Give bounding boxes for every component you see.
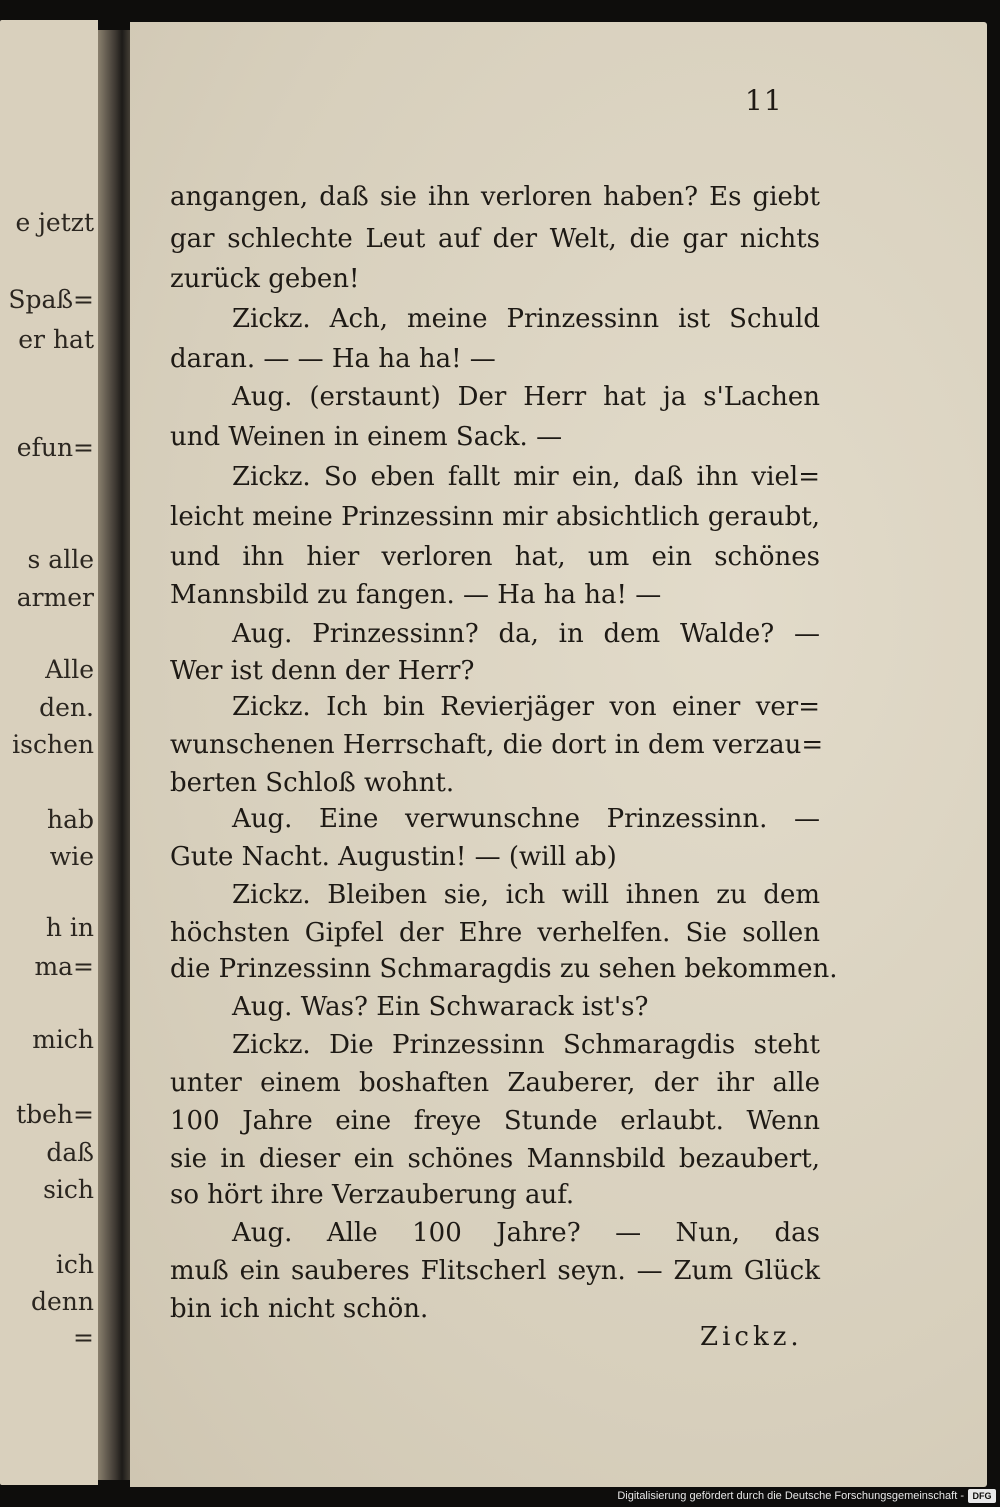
previous-page-line: denn <box>30 1287 94 1316</box>
text-line: und Weinen in einem Sack. — <box>170 422 563 452</box>
previous-page-line: s alle <box>27 545 94 574</box>
text-line: die Prinzessinn Schmaragdis zu sehen bekommen. <box>170 954 838 984</box>
book-page <box>130 22 987 1487</box>
text-line: angangen, daß sie ihn verloren haben? Es giebt <box>170 182 820 212</box>
previous-page-line: den. <box>39 693 94 722</box>
text-line: Zickz. Ich bin Revierjäger von einer ver= <box>232 692 820 722</box>
funding-notice: Digitalisierung gefördert durch die Deutsche Forschungsgemeinschaft - <box>617 1490 964 1502</box>
previous-page-line: ma= <box>34 952 94 981</box>
text-line: wunschenen Herrschaft, die dort in dem verzau= <box>170 730 824 760</box>
text-line: so hört ihre Verzauberung auf. <box>170 1180 575 1210</box>
previous-page-fragment <box>0 20 98 1485</box>
text-line: daran. — — Ha ha ha! — <box>170 344 496 374</box>
text-line: Aug. (erstaunt) Der Herr hat ja s'Lachen <box>232 382 820 412</box>
previous-page-line: Spaß= <box>8 285 94 314</box>
previous-page-line: ich <box>55 1250 94 1279</box>
text-line: unter einem boshaften Zauberer, der ihr alle <box>170 1068 820 1098</box>
text-line: höchsten Gipfel der Ehre verhelfen. Sie sollen <box>170 918 820 948</box>
text-line: Zickz. Bleiben sie, ich will ihnen zu dem <box>232 880 820 910</box>
previous-page-line: daß <box>46 1138 94 1167</box>
text-line: Aug. Prinzessinn? da, in dem Walde? — <box>232 619 820 649</box>
text-line: bin ich nicht schön. <box>170 1294 429 1324</box>
text-line: und ihn hier verloren hat, um ein schönes <box>170 542 820 572</box>
text-line: leicht meine Prinzessinn mir absichtlich geraubt, <box>170 502 820 532</box>
text-line: berten Schloß wohnt. <box>170 768 455 798</box>
previous-page-line: tbeh= <box>16 1100 94 1129</box>
page-number: 11 <box>745 84 783 117</box>
text-line: zurück geben! <box>170 264 360 294</box>
previous-page-line: ischen <box>12 730 94 759</box>
footer-bar <box>0 1487 1000 1507</box>
text-line: sie in dieser ein schönes Mannsbild bezaubert, <box>170 1144 820 1174</box>
catchword: Zickz. <box>700 1322 803 1352</box>
previous-page-line: sich <box>43 1175 94 1204</box>
previous-page-line: mich <box>32 1025 94 1054</box>
text-line: Aug. Eine verwunschne Prinzessinn. — <box>232 804 820 834</box>
text-line: 100 Jahre eine freye Stunde erlaubt. Wenn <box>170 1106 820 1136</box>
previous-page-line: Alle <box>45 655 94 684</box>
text-line: Zickz. Ach, meine Prinzessinn ist Schuld <box>232 304 820 334</box>
previous-page-line: efun= <box>16 433 94 462</box>
previous-page-line: h in <box>45 913 94 942</box>
previous-page-line: wie <box>49 842 94 871</box>
previous-page-line: armer <box>16 583 94 612</box>
text-line: Wer ist denn der Herr? <box>170 656 475 686</box>
text-line: Mannsbild zu fangen. — Ha ha ha! — <box>170 580 662 610</box>
text-line: Zickz. So eben fallt mir ein, daß ihn viel= <box>232 462 820 492</box>
previous-page-line: e jetzt <box>15 208 94 237</box>
text-line: Aug. Alle 100 Jahre? — Nun, das <box>232 1218 820 1248</box>
previous-page-line: hab <box>46 805 94 834</box>
previous-page-line: = <box>73 1323 94 1352</box>
text-line: Gute Nacht. Augustin! — (will ab) <box>170 842 617 872</box>
text-line: muß ein sauberes Flitscherl seyn. — Zum Glück <box>170 1256 820 1286</box>
text-line: gar schlechte Leut auf der Welt, die gar nichts <box>170 224 820 254</box>
previous-page-line: er hat <box>18 325 94 354</box>
text-line: Zickz. Die Prinzessinn Schmaragdis steht <box>232 1030 820 1060</box>
text-line: Aug. Was? Ein Schwarack ist's? <box>232 992 649 1022</box>
dfg-logo: DFG <box>968 1489 996 1503</box>
